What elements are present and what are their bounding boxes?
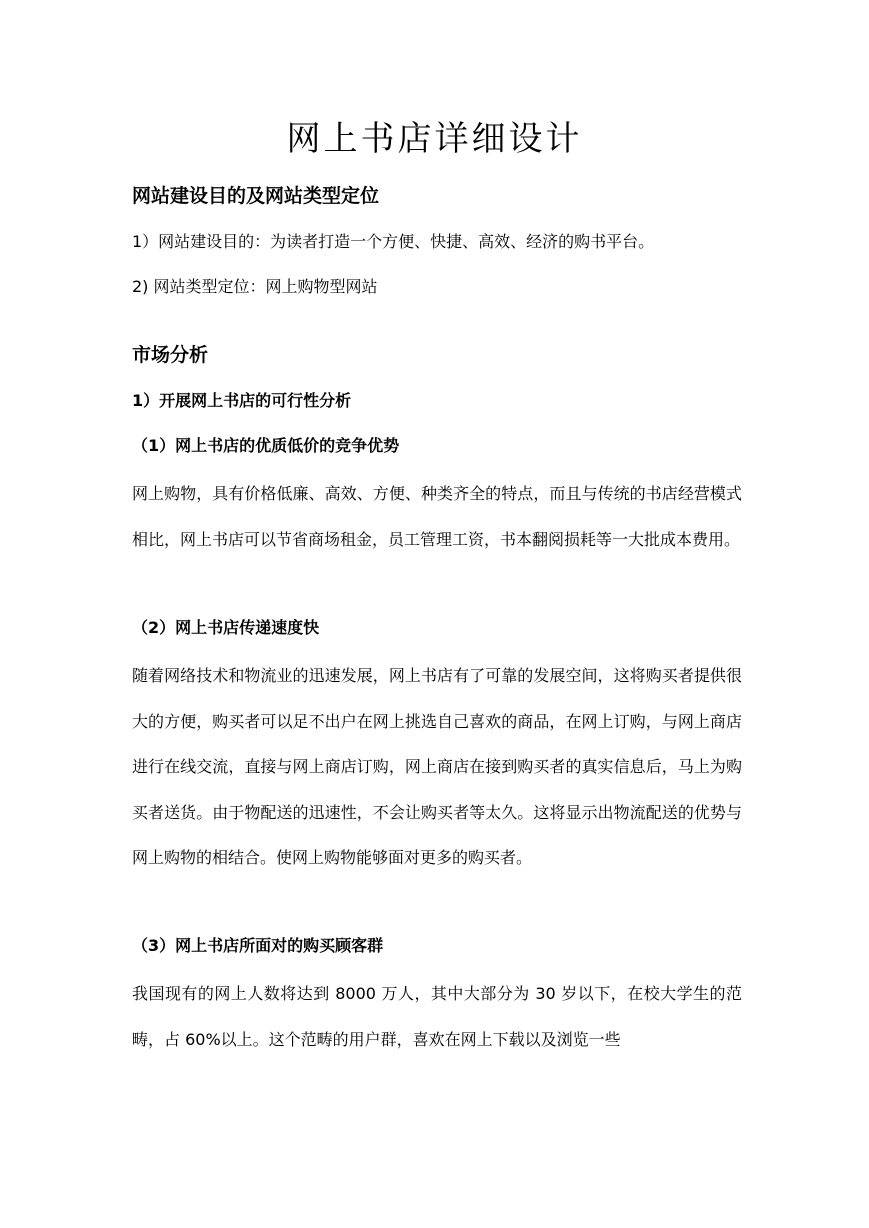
subsection-heading-feasibility: 1）开展网上书店的可行性分析 [132,391,352,410]
point-body-3: 我国现有的网上人数将达到 8000 万人，其中大部分为 30 岁以下，在校大学生的范畴，占 60%以上。这个范畴的用户群，喜欢在网上下载以及浏览一些 [132,984,742,1049]
purpose-item-1: 1）网站建设目的：为读者打造一个方便、快捷、高效、经济的购书平台。 [132,232,655,251]
point-heading-3: （3）网上书店所面对的购买顾客群 [132,936,384,955]
section-heading-purpose: 网站建设目的及网站类型定位 [132,185,380,207]
section-heading-market: 市场分析 [132,344,209,366]
document-title: 网上书店详细设计 [286,119,583,159]
point-body-2: 随着网络技术和物流业的迅速发展，网上书店有了可靠的发展空间，这将购买者提供很大的方便，购买者可以足不出户在网上挑选自己喜欢的商品，在网上订购，与网上商店进行在线交流，直接与网上商店订购，网上商店在接到购买者的真实信息后，马上为购买者送货。由于物配送的迅速性，不会让购买者等太久。这将显示出物流配送的优势与网上购物的相结合。使网上购物能够面对更多的购买者。 [132,666,742,868]
point-body-1: 网上购物，具有价格低廉、高效、方便、种类齐全的特点，而且与传统的书店经营模式相比，网上书店可以节省商场租金，员工管理工资，书本翻阅损耗等一大批成本费用。 [132,484,742,549]
point-heading-1: （1）网上书店的优质低价的竞争优势 [132,436,400,455]
purpose-item-2: 2) 网站类型定位：网上购物型网站 [132,277,378,296]
point-heading-2: （2）网上书店传递速度快 [132,618,320,637]
